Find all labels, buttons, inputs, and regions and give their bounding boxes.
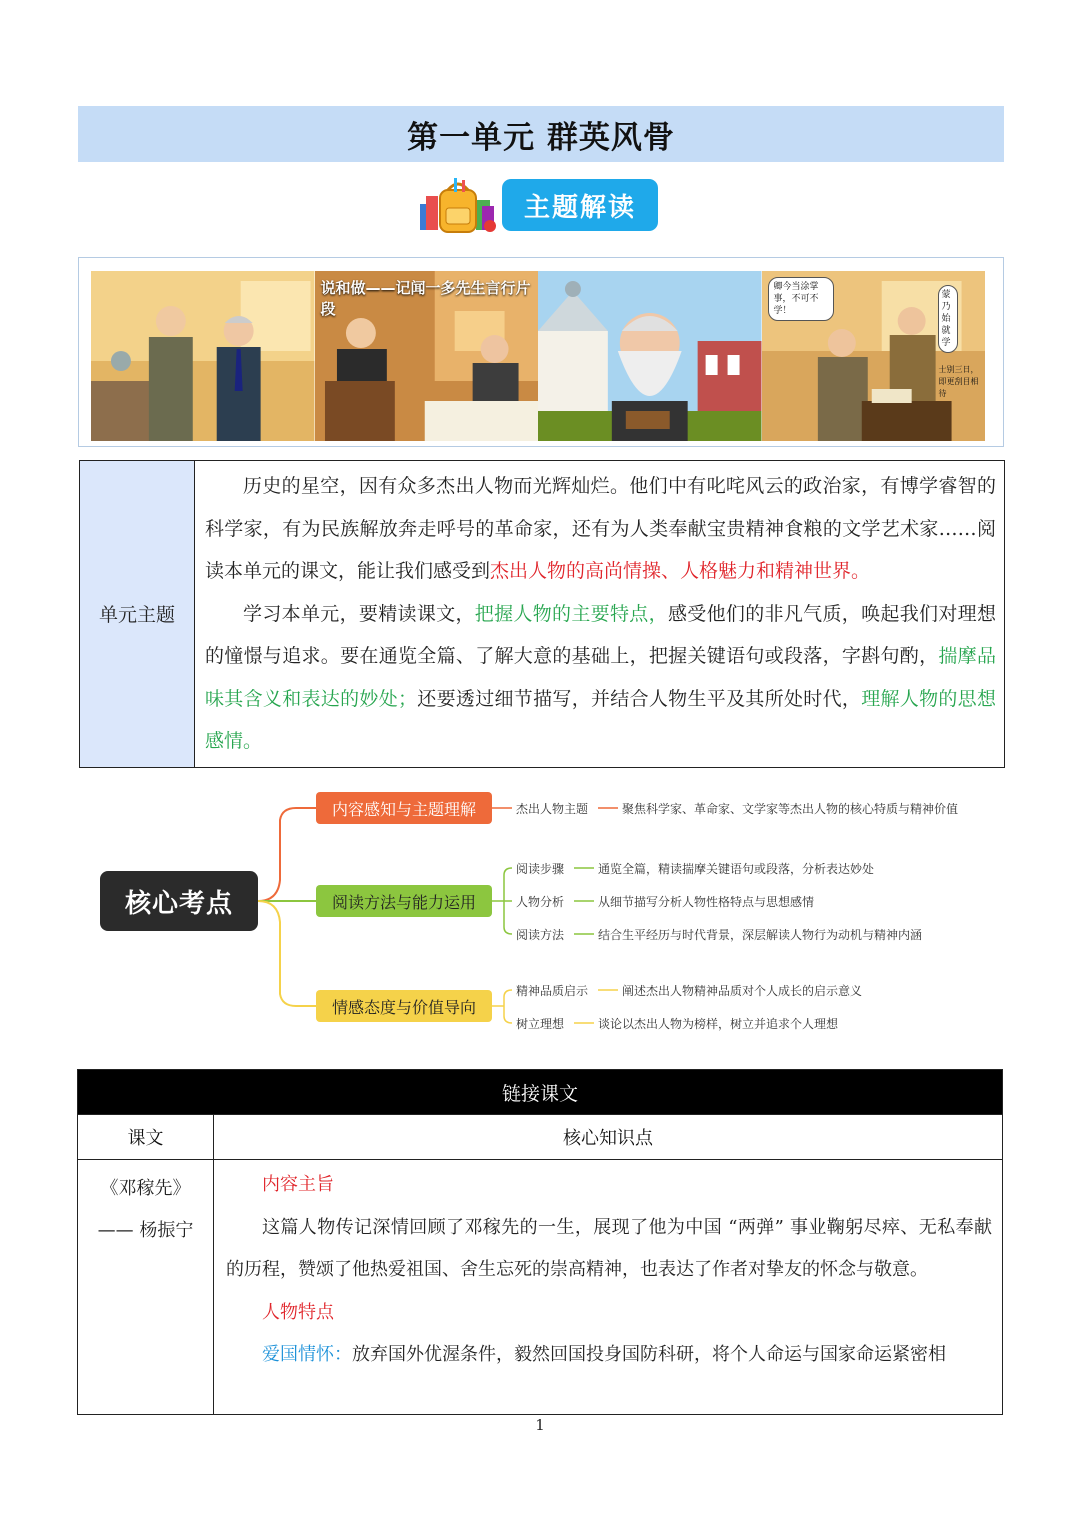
section-heading: 内容主旨	[262, 1174, 334, 1195]
speech-bubble: 蒙乃始就学	[938, 285, 958, 353]
banner-panel-wen-yiduo	[315, 271, 539, 441]
core-exam-points-mindmap	[98, 780, 998, 1040]
column-header-lesson: 课文	[78, 1115, 214, 1160]
mindmap-leaf-detail: 结合生平经历与时代背景，深层解读人物行为动机与精神内涵	[598, 928, 923, 942]
mindmap-root: 核心考点	[100, 871, 258, 931]
mindmap-leaf-label: 人物分析	[516, 895, 565, 909]
section-heading: 人物特点	[262, 1301, 334, 1323]
mindmap-branch-reading: 阅读方法与能力运用	[316, 885, 492, 917]
speech-bubble: 卿今当涂掌事，不可不学！	[768, 277, 834, 321]
theme-reading-badge: 主题解读	[502, 179, 658, 231]
mindmap-leaf-detail: 通览全篇，精读揣摩关键语句或段落，分析表达妙处	[598, 862, 875, 876]
backpack-books-icon	[418, 176, 498, 234]
unit-theme-text	[195, 461, 1005, 768]
caption-text: 士别三日，即更刮目相待	[938, 365, 979, 398]
theme-badge	[418, 176, 658, 234]
banner-panel-tolstoy	[538, 271, 762, 441]
page-number: 1	[535, 1416, 545, 1434]
linked-lessons-table	[77, 1069, 1003, 1415]
mindmap-leaf-detail: 阐述杰出人物精神品质对个人成长的启示意义	[622, 984, 863, 998]
mindmap-leaf-detail: 聚焦科学家、革命家、文学家等杰出人物的核心特质与精神价值	[622, 802, 959, 816]
mindmap-leaf-label: 树立理想	[516, 1017, 565, 1031]
unit-theme-paragraph-1: 历史的星空，因有众多杰出人物而光辉灿烂。他们中有叱咤风云的政治家，有博学睿智的科学家，有为民族解放奔走呼号的革命家，还有为人类奉献宝贵精神食粮的文学艺术家……阅读本单元的课文，能让我们感受到杰出人物的高尚情操、人格魅力和精神世界。	[205, 475, 996, 582]
unit-title: 第一单元 群英风骨	[407, 119, 675, 156]
unit-theme-paragraph-2: 学习本单元，要精读课文，把握人物的主要特点，感受他们的非凡气质，唤起我们对理想的憧憬与追求。要在通览全篇、了解大意的基础上，把握关键语句或段落，字斟句酌，揣摩品味其含义和表达的妙处；还要透过细节描写，并结合人物生平及其所处时代，理解人物的思想感情。	[205, 602, 996, 752]
banner-panel-lu-meng	[762, 271, 986, 441]
banner-panel-scientists	[91, 271, 315, 441]
linked-lessons-header: 链接课文	[78, 1070, 1003, 1115]
lesson-author: —— 杨振宁	[97, 1220, 194, 1241]
trait-text: 爱国情怀：放弃国外优渥条件，毅然回国投身国防科研，将个人命运与国家命运紧密相	[262, 1344, 946, 1365]
mindmap-leaf-label: 杰出人物主题	[516, 802, 589, 816]
unit-title-bar	[78, 106, 1004, 162]
knowledge-cell	[214, 1160, 1003, 1415]
lesson-cell	[78, 1160, 214, 1415]
mindmap-leaf-detail: 谈论以杰出人物为榜样，树立并追求个人理想	[598, 1017, 839, 1031]
column-header-knowledge: 核心知识点	[214, 1115, 1003, 1160]
unit-theme-label: 单元主题	[80, 461, 195, 768]
unit-theme-table	[79, 460, 1005, 768]
section-text: 这篇人物传记深情回顾了邓稼先的一生，展现了他为中国 “两弹” 事业鞠躬尽瘁、无私奉献的历程，赞颂了他热爱祖国、舍生忘死的崇高精神，也表达了作者对挚友的怀念与敬意。	[226, 1216, 992, 1280]
lesson-title: 《邓稼先》	[100, 1178, 191, 1199]
mindmap-leaf-label: 精神品质启示	[516, 984, 589, 998]
mindmap-leaf-detail: 从细节描写分析人物性格特点与思想感情	[598, 895, 815, 909]
mindmap-leaf-label: 阅读步骤	[516, 862, 565, 876]
unit-banner	[78, 257, 1004, 447]
banner-caption: 说和做——记闻一多先生言行片段	[320, 279, 531, 318]
mindmap-branch-values: 情感态度与价值导向	[316, 990, 492, 1022]
mindmap-branch-content: 内容感知与主题理解	[316, 792, 492, 824]
mindmap-leaf-label: 阅读方法	[516, 928, 565, 942]
